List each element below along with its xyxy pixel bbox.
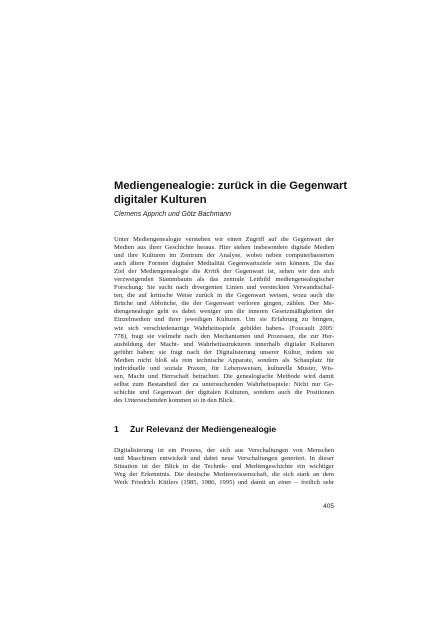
abstract-line: Unter Mediengenealogie verstehen wir einen Zugriff auf die Gegenwart der (114, 236, 334, 243)
abstract-line: auch ältere Formen digitaler Medialität Gegenwartsziele sein können. Da das (114, 260, 334, 268)
section-body-line: Digitalisierung ist ein Prozess, der sich aus Verschaltungen von Menschen (114, 447, 334, 454)
abstract-line: des Untersuchenden kommen so in den Blick. (114, 396, 235, 404)
abstract-line: 778), fragt sie vielmehr nach den Mechanismen und Prozessen, die zur Her- (114, 332, 334, 340)
abstract-line: wie sich verschiedenartige Wahrheitsspiele gebildet haben« (Foucault 2005: (114, 324, 334, 332)
section-body-line: und Maschinen entwickelt und dabei neue Verschaltungen generiert. In dieser (114, 455, 334, 463)
abstract-line: diengenealogie geht es dabei weniger um die inneren Gesetzmäßigkeiten der (114, 308, 334, 316)
abstract-line: Medien aus ihrer Geschichte heraus. Hier stehen insbesondere digitale Medien (114, 244, 334, 252)
section-body (114, 447, 334, 487)
chapter-title (114, 180, 348, 207)
abstract-line: sen, Macht und Herrschaft betrachtet. Die genealogische Methode wird damit (114, 372, 334, 380)
abstract-line: ausbildung der Macht- und Wahrheitsstrukturen innerhalb digitaler Kulturen (114, 340, 334, 348)
abstract-line: Ziel der Mediengenealogie die Kritik der Gegenwart ist, sehen wir den sich (114, 268, 334, 276)
chapter-title-line-1: Mediengenealogie: zurück in die Gegenwart (114, 180, 348, 192)
section-body-line: Werk Friedrich Kittlers (1985, 1986, 1995) und damit an einer – freilich sehr (114, 479, 334, 487)
abstract-line: geführt haben: sie fragt nach der Digitalisierung unserer Kultur, indem sie (114, 348, 334, 356)
abstract-line: verzweigenden Stammbaum als das zentrale Leitbild mediengenealogischer (114, 276, 334, 284)
section-body-line: Situation ist der Blick in die Technik- und Mediengeschichte ein wichtiger (114, 463, 334, 471)
section-number: 1 (114, 424, 119, 434)
abstract-line: individuelle und soziale Praxen, für Lebensweisen, kulturelle Muster, Wis- (114, 364, 334, 372)
abstract-line: Forschung: Sie sucht nach divergenten Linien und versteckten Verwandtschaf- (114, 284, 334, 292)
section-title: Zur Relevanz der Mediengenealogie (130, 424, 277, 434)
abstract-line: Brüche und Abbrüche, die der Gegenwart verloren gingen, zählen. Der Me- (114, 300, 334, 308)
chapter-title-line-2: digitaler Kulturen (114, 193, 207, 206)
abstract-line: schichte und Gegenwart der digitalen Kulturen, sondern auch die Positionen (114, 388, 334, 396)
section-body-line: Weg der Erkenntnis. Die deutsche Medienwissenschaft, die sich stark an dem (114, 471, 334, 479)
authors: Clemens Apprich und Götz Bachmann (114, 211, 231, 218)
abstract-line: ten, die auf kritische Weise zurück in die Gegenwart weisen, wozu auch die (114, 292, 334, 300)
abstract-line: und ihre Kulturen im Zentrum der Analyse, wobei neben computerbasierten (114, 252, 334, 260)
section-heading (114, 424, 334, 435)
abstract (114, 236, 334, 405)
abstract-line: Medien nicht bloß als rein technische Apparate, sondern als Schauplatz für (114, 356, 334, 364)
abstract-line: selbst zum Bestandteil der zu untersuchenden Wahrheitsspiele: Nicht nur Ge- (114, 380, 334, 388)
abstract-line: Einzelmedien und ihrer jeweiligen Kulturen. Um sie Erfahrung zu bringen, (114, 316, 334, 324)
page-number: 405 (323, 503, 334, 510)
